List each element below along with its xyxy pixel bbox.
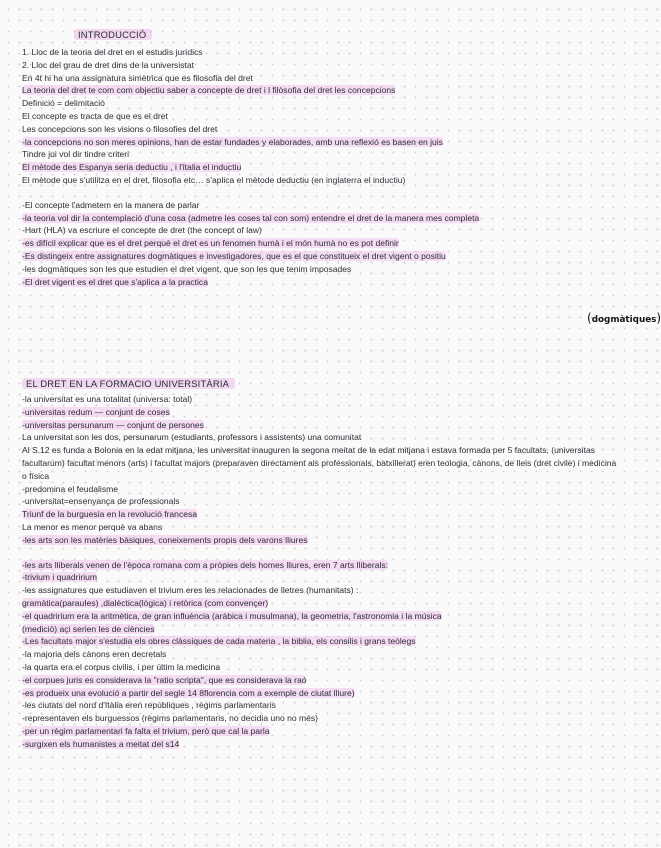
note-line [22, 250, 622, 263]
note-text: Tindre jui vol dir tindre criteri [22, 149, 130, 160]
note-line [22, 597, 622, 610]
note-text: -les assignatures que estudiaven el trivium eres les relacionades de lletres (humanitats) : [22, 585, 359, 596]
highlighted-text: -les arts lliberals venen de l'època romana com a pròpies dels homes lliures, eren 7 arts lliberals: [22, 559, 388, 570]
note-line [22, 495, 622, 508]
note-line [22, 419, 622, 432]
highlighted-text: -universitas redum — conjunt de coses [22, 406, 170, 417]
section-title-dret-formacio [22, 378, 235, 389]
note-text: La menor es menor perquè va abans [22, 521, 163, 532]
note-line [22, 406, 622, 419]
blank-line [22, 547, 622, 559]
note-line [22, 623, 622, 636]
highlighted-text: Triunf de la burguesia en la revolució francesa [22, 509, 197, 520]
note-line [22, 725, 622, 738]
note-text: -la quarta era el corpus civilis, i per últim la medicina [22, 661, 221, 672]
note-line [22, 97, 622, 110]
margin-note-close-paren: ) [656, 311, 661, 325]
note-line [22, 123, 622, 136]
note-text: -universitat=ensenyança de professionals [22, 496, 180, 507]
note-line [22, 687, 622, 700]
note-line [22, 674, 622, 687]
note-text: El mètode que s'utilitza en el dret, filosofia etc… s'aplica el mètode deductiu (en inglaterra el inductiu) [22, 174, 406, 185]
note-text: En 4t hi ha una assignatura simètrica que es filosofia del dret [22, 72, 253, 83]
note-text: Al S.12 es funda a Bolonia en la edat mitjana, les universitat inauguren la segona meitat de la edat mitjana i estava formada per 5 facultats, (universitas facultarum) facultat menors (arts) i facultat majors (preparaven directament als professionals, batxillerat) eren teologia, cànons, de lleis (dret civile) i medicina o física [22, 445, 617, 481]
highlighted-text: -la teoria vol dir la contemplació d'una cosa (admetre les coses tal con som) entendre el dret de la manera mes completa [22, 212, 480, 223]
note-line [22, 661, 622, 674]
highlighted-text: gramàtica(parauIes) ,dialèctica(lògica) i retòrica (com convençer) [22, 597, 269, 608]
note-line [22, 174, 622, 187]
note-line [22, 136, 622, 149]
note-line [22, 110, 622, 123]
formacio-notes [22, 393, 622, 751]
note-line [22, 199, 622, 212]
note-line [22, 508, 622, 521]
note-line [22, 584, 622, 597]
note-text: -la universitat es una totalitat (universa: total) [22, 394, 193, 404]
note-line [22, 46, 622, 59]
note-line [22, 276, 622, 289]
note-text: Definició = delimitació [22, 98, 105, 109]
section-title-text: INTRODUCCIÓ [74, 29, 152, 40]
note-line [22, 212, 622, 225]
handwritten-margin-note [587, 311, 661, 325]
note-line [22, 712, 622, 725]
highlighted-text: -universitas persunarum — conjunt de persones [22, 419, 204, 430]
note-line [22, 534, 622, 547]
highlighted-text: -el quadririum era la aritmètica, de gran influència (aràbica i musulmana), la geometria, l'astronomia i la música [22, 610, 442, 621]
highlighted-text: -surgixen els humanistes a meitat del s14 [22, 738, 180, 749]
highlighted-text: -es difícil explicar que es el dret perquè el dret es un fenomen humà i el món humà no es pot definir [22, 238, 399, 249]
note-line [22, 72, 622, 85]
note-line [22, 393, 622, 406]
note-line [22, 444, 622, 482]
note-line [22, 148, 622, 161]
note-line [22, 521, 622, 534]
highlighted-text: -les arts son les matèries bàsiques, coneixements propis dels varons lliures [22, 534, 308, 545]
note-text: -les ciutats del nord d'Itàlia eren repúbliques , règims parlamentaris [22, 700, 276, 711]
highlighted-text: -Les facultats major s'estudia els obres clàssiques de cada materia , la biblia, els consilis i grans teòlegs [22, 636, 416, 647]
note-line [22, 571, 622, 584]
highlighted-text: El mètode des Espanya seria deductiu , i l'italia el inductiu [22, 162, 242, 173]
note-line [22, 559, 622, 572]
note-line [22, 648, 622, 661]
note-text: -la majoria dels cànons eren decretals [22, 649, 167, 660]
note-text: -El concepte l'admetem en la manera de parlar [22, 199, 200, 210]
blank-line [22, 187, 622, 199]
note-line [22, 635, 622, 648]
note-line [22, 263, 622, 276]
note-line [22, 237, 622, 250]
note-text: La universitat son les dos, persunarum (estudiants, professors i assistents) una comunitat [22, 432, 362, 443]
note-text: -predomina el feudalisme [22, 483, 118, 494]
margin-note-open-paren: ( [587, 311, 592, 325]
note-line [22, 161, 622, 174]
section-title-introduccio [74, 29, 152, 40]
highlighted-text: -El dret vigent es el dret que s'aplica a la practica [22, 276, 208, 287]
note-line [22, 431, 622, 444]
note-line [22, 699, 622, 712]
highlighted-text: -es produeix una evolució a partir del segle 14 8florencia com a exemple de ciutat lliure) [22, 687, 355, 698]
note-text: Les concepcions son les visions o filosofies del dret [22, 123, 218, 134]
highlighted-text: -trivium i quadririum [22, 572, 98, 583]
note-line [22, 738, 622, 751]
highlighted-text: -Es distingeix entre assignatures dogmàtiques e investigadores, que es el que constitueix el dret vigent o positiu [22, 250, 446, 261]
note-text: 2. Lloc del grau de dret dins de la universistat [22, 59, 194, 70]
highlighted-text: La teoria del dret te com com objectiu saber a concepte de dret i l filòsofia del dret les concepcions [22, 85, 396, 96]
note-text: -les dogmàtiques son les que estudien el dret vigent, que son les que tenim imposades [22, 263, 352, 274]
note-text: -representaven els burguessos (règims parlamentaris, no decidia uno no més) [22, 713, 318, 724]
highlighted-text: -la concepcions no son meres opinions, han de estar fundades y elaborades, amb una reflexió es basen en juis [22, 136, 443, 147]
highlighted-text: -el corpues juris es considerava la "ratio scripta", que es considerava la raó [22, 674, 307, 685]
margin-note-text: dogmàtiques [591, 315, 657, 325]
note-line [22, 610, 622, 623]
note-text: -Hart (HLA) va escriure el concepte de dret (the concept of law) [22, 225, 262, 236]
note-line [22, 224, 622, 237]
highlighted-text: (mediciò) açi serien les de ciències [22, 623, 155, 634]
note-text: 1. Lloc de la teoria del dret en el estudis jurídics [22, 47, 203, 57]
note-line [22, 84, 622, 97]
note-line [22, 59, 622, 72]
highlighted-text: -per un règim parlamentari fa falta el trivium, però que cal la parla [22, 725, 270, 736]
note-text: El concepte es tracta de que es el dret [22, 110, 168, 121]
introduccio-notes [22, 46, 622, 288]
section-title-text: EL DRET EN LA FORMACIO UNIVERSITÀRIA [22, 378, 235, 389]
note-line [22, 483, 622, 496]
